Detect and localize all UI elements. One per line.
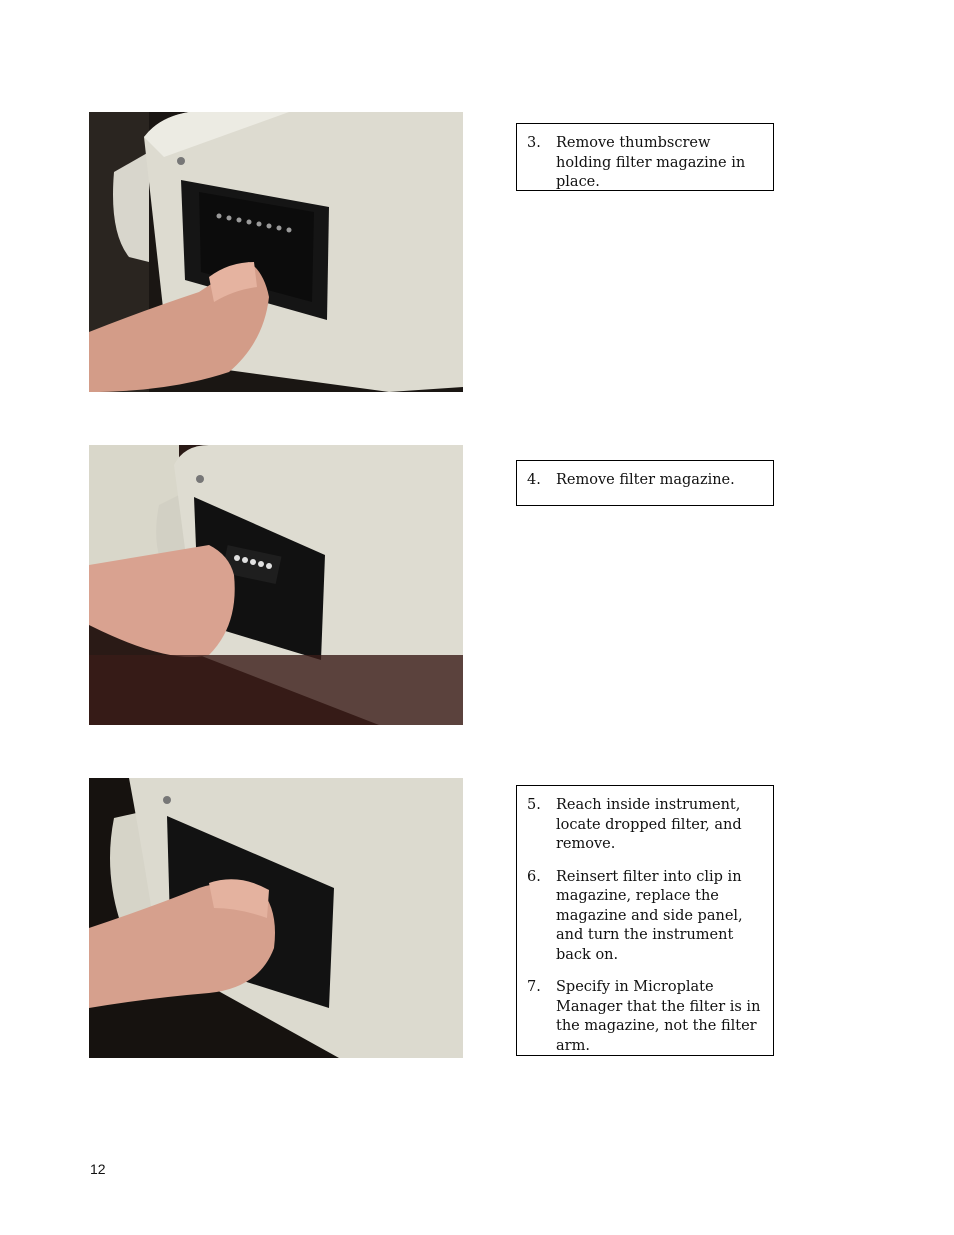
step-item bbox=[527, 978, 763, 1056]
step-text: Remove thumbscrew holding filter magazine in place. bbox=[556, 135, 746, 190]
instruction-box-step-4 bbox=[516, 460, 774, 506]
step-number: 5. bbox=[527, 797, 541, 813]
step-item bbox=[527, 471, 763, 491]
step-text: Reach inside instrument, locate dropped filter, and remove. bbox=[556, 797, 742, 852]
instrument-photo-2 bbox=[89, 445, 463, 725]
step-item bbox=[527, 868, 763, 966]
instruction-box-steps-5-7 bbox=[516, 785, 774, 1056]
instrument-photo-3 bbox=[89, 778, 463, 1058]
step-number: 4. bbox=[527, 472, 541, 488]
step-number: 3. bbox=[527, 135, 541, 151]
step-number: 6. bbox=[527, 868, 541, 885]
step-text: Remove filter magazine. bbox=[556, 472, 735, 488]
instruction-box-step-3 bbox=[516, 123, 774, 191]
photo-remove-magazine bbox=[89, 445, 463, 725]
page-number: 12 bbox=[90, 1161, 106, 1177]
step-item bbox=[527, 796, 763, 855]
instrument-photo-1 bbox=[89, 112, 463, 392]
step-number: 7. bbox=[527, 979, 541, 995]
step-text: Reinsert filter into clip in magazine, replace the magazine and side panel, and turn the instrument back on. bbox=[556, 868, 743, 963]
step-item bbox=[527, 134, 763, 193]
photo-remove-thumbscrew bbox=[89, 112, 463, 392]
step-text: Specify in Microplate Manager that the filter is in the magazine, not the filter arm. bbox=[556, 979, 761, 1054]
photo-reach-inside bbox=[89, 778, 463, 1058]
